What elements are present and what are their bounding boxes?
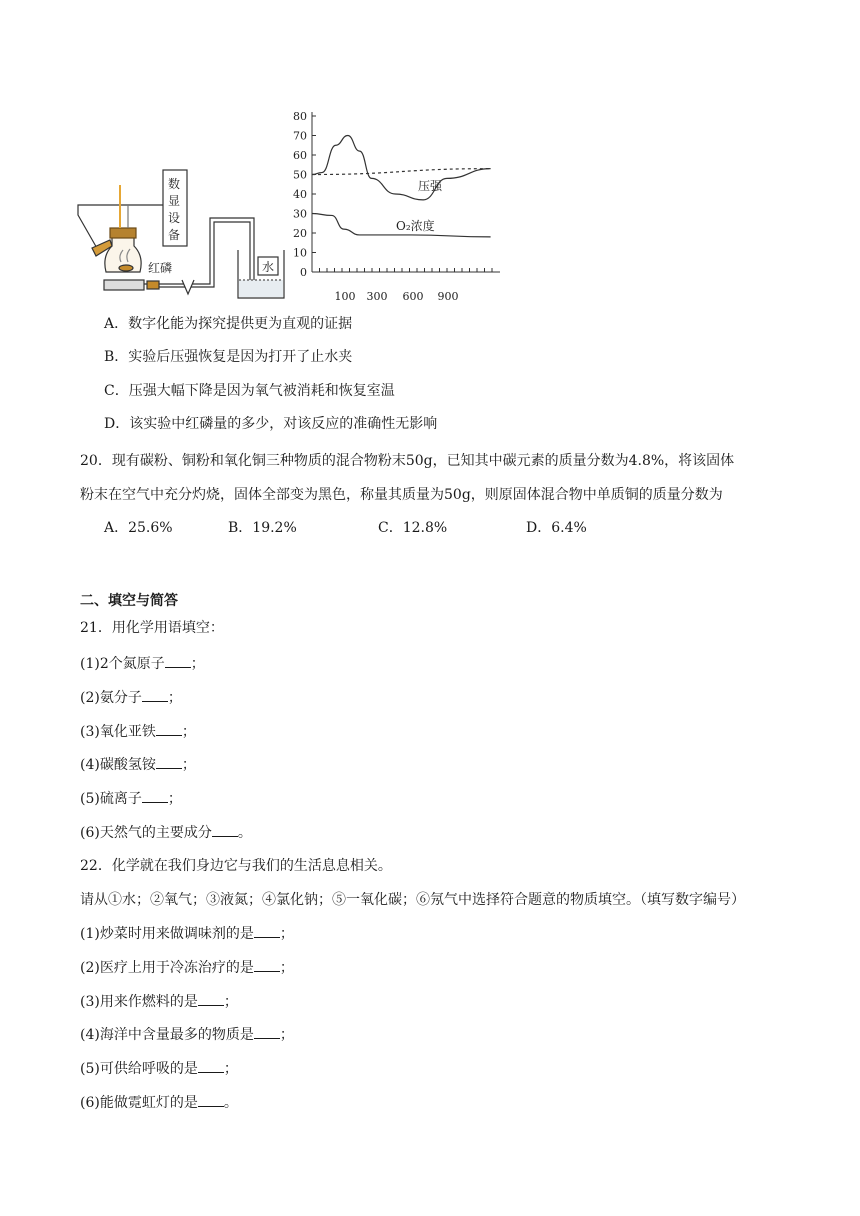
q22-item-text: (4)海洋中含量最多的物质是 [80, 1027, 254, 1044]
q21-item-punct: ； [167, 791, 182, 808]
answer-blank[interactable] [165, 653, 191, 668]
q20-option-b: B．19.2% [228, 520, 297, 536]
answer-blank[interactable] [254, 923, 280, 938]
y-tick-label: 40 [293, 188, 307, 201]
q21-item [80, 653, 205, 674]
x-tick-label: 100 [334, 290, 356, 303]
q21-item-text: (5)硫离子 [80, 791, 142, 808]
answer-blank[interactable] [254, 957, 280, 972]
device-char-1: 数 [168, 177, 181, 191]
section-title: 二、填空与简答 [80, 593, 178, 609]
q22-item-text: (1)炒菜时用来做调味剂的是 [80, 926, 254, 942]
q22-item [80, 991, 238, 1012]
answer-blank[interactable] [156, 721, 182, 736]
stopper [110, 228, 136, 238]
q21-item [80, 721, 196, 742]
answer-blank[interactable] [156, 754, 182, 769]
q19-option-b: B．实验后压强恢复是因为打开了止水夹 [104, 349, 353, 365]
y-tick-label: 50 [293, 168, 307, 182]
apparatus-diagram [78, 170, 284, 298]
q21-item-text: (2)氨分子 [80, 689, 142, 706]
q21-item [80, 754, 196, 775]
q20-option-d: D．6.4% [526, 520, 587, 536]
y-tick-label: 70 [293, 129, 307, 143]
series-label-o2: O₂浓度 [396, 219, 435, 233]
q19-option-c: C．压强大幅下降是因为氧气被消耗和恢复室温 [104, 383, 395, 399]
q22-item-text: (6)能做霓虹灯的是 [80, 1095, 198, 1111]
red-phosphorus-label: 红磷 [148, 261, 173, 275]
y-tick-label: 20 [293, 227, 307, 240]
q21-item-punct: ； [190, 656, 205, 672]
y-tick-label: 80 [293, 110, 307, 123]
q22-item [80, 1058, 238, 1079]
q21-item-text: (4)碳酸氢铵 [80, 757, 156, 774]
answer-blank[interactable] [198, 1058, 224, 1073]
q19-option-a: A．数字化能为探究提供更为直观的证据 [104, 316, 353, 332]
q22-item-punct: ； [223, 993, 238, 1010]
q22-item-text: (5)可供给呼吸的是 [80, 1061, 198, 1078]
q20-option-a: A．25.6% [104, 520, 173, 536]
q20-stem-line2: 粉末在空气中充分灼烧，固体全部变为黑色，称量其质量为50g，则原固体混合物中单质铜的质量分数为 [80, 487, 723, 503]
q21-item-punct: ； [181, 723, 196, 740]
q22-item [80, 923, 294, 944]
answer-blank[interactable] [254, 1024, 280, 1039]
x-tick-label: 900 [437, 290, 459, 303]
series-line [312, 169, 491, 175]
q22-item-punct: 。 [223, 1095, 238, 1111]
y-tick-label: 30 [293, 207, 307, 221]
q21-item [80, 788, 182, 809]
device-char-4: 备 [168, 228, 181, 242]
q22-item-text: (2)医疗上用于冷冻治疗的是 [80, 959, 254, 976]
y-tick-label: 0 [300, 266, 307, 279]
q22-item-text: (3)用来作燃料的是 [80, 993, 198, 1010]
q22-item-punct: ； [279, 1027, 294, 1044]
water-label: 水 [262, 260, 275, 274]
q21-item [80, 687, 182, 708]
q22-item-punct: ； [279, 926, 294, 942]
q22-stem: 22．化学就在我们身边它与我们的生活息息相关。 [80, 858, 392, 874]
q21-item [80, 822, 252, 843]
q21-item-text: (1)2个氮原子 [80, 656, 165, 672]
pressure-chart [293, 110, 500, 303]
answer-blank[interactable] [198, 1092, 224, 1107]
q22-item [80, 1092, 238, 1113]
device-char-3: 设 [168, 211, 181, 225]
q20-stem-line1: 20．现有碳粉、铜粉和氧化铜三种物质的混合物粉末50g，已知其中碳元素的质量分数为4.8%，将该固体 [80, 453, 735, 469]
answer-blank[interactable] [142, 687, 168, 702]
q21-item-punct: ； [181, 757, 196, 774]
series-label-pressure: 压强 [418, 179, 443, 193]
y-tick-label: 10 [293, 246, 307, 260]
x-tick-label: 300 [366, 290, 388, 303]
q19-option-d: D．该实验中红磷量的多少，对该反应的准确性无影响 [104, 416, 438, 432]
answer-blank[interactable] [212, 822, 238, 837]
answer-blank[interactable] [142, 788, 168, 803]
q21-item-text: (6)天然气的主要成分 [80, 825, 212, 841]
q22-item-punct: ； [223, 1061, 238, 1078]
q22-instruction: 请从①水；②氧气；③液氮；④氯化钠；⑤一氧化碳；⑥氖气中选择符合题意的物质填空。（填写数字编号） [80, 892, 745, 908]
q22-item-punct: ； [279, 959, 294, 976]
q21-item-punct: ； [167, 689, 182, 706]
experiment-figure [0, 0, 860, 310]
q21-item-text: (3)氧化亚铁 [80, 723, 156, 740]
q21-stem: 21．用化学用语填空： [80, 620, 224, 636]
y-tick-label: 60 [293, 149, 307, 162]
q21-item-punct: 。 [237, 825, 252, 841]
q22-item [80, 957, 294, 978]
q20-option-c: C．12.8% [378, 520, 448, 536]
answer-blank[interactable] [198, 991, 224, 1006]
x-tick-label: 600 [402, 290, 424, 303]
device-char-2: 显 [168, 194, 181, 208]
q22-item [80, 1024, 294, 1045]
series-line [312, 136, 491, 200]
